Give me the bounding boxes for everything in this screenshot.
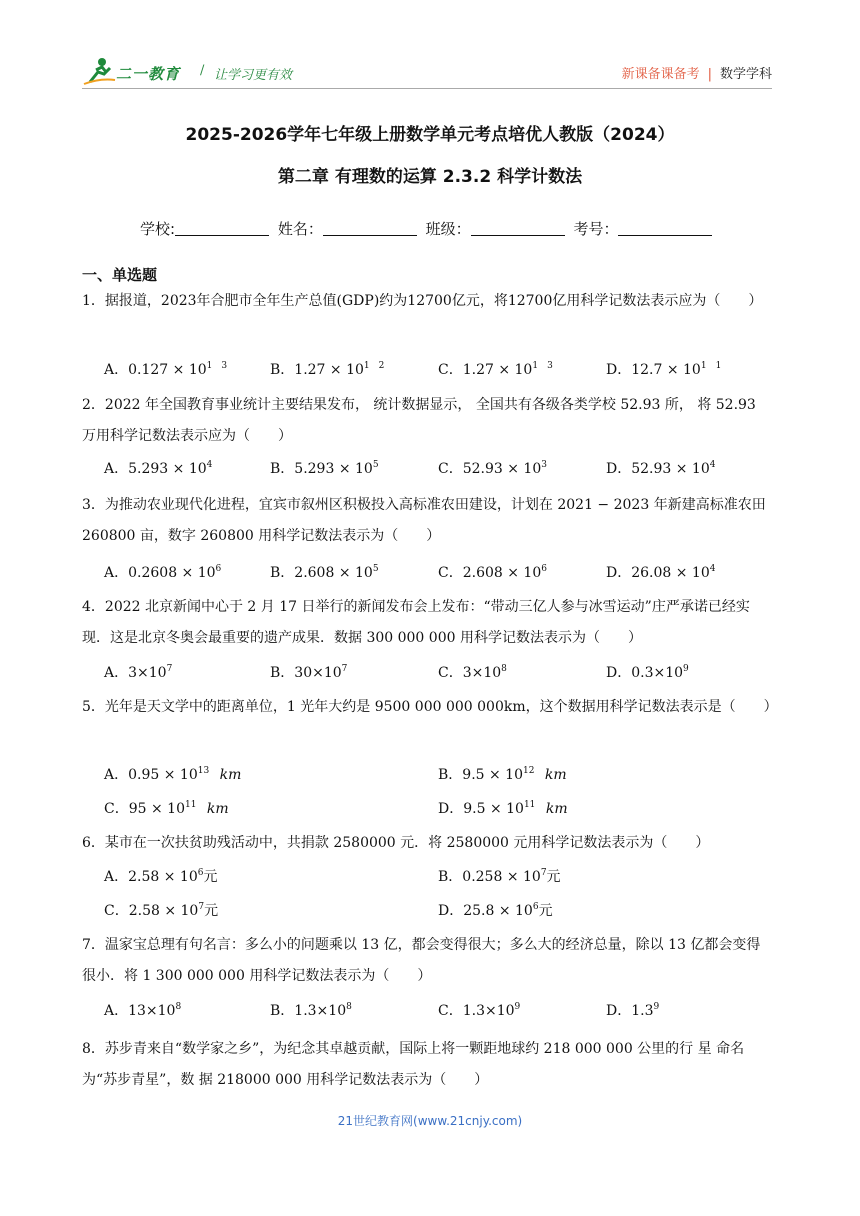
options-row — [104, 866, 772, 890]
question-text: 1．据报道，2023年合肥市全年生产总值(GDP)约为12700亿元，将12700亿用科学记数法表示应为（ ） — [82, 293, 763, 309]
option-d[interactable] — [606, 458, 715, 478]
option-c[interactable] — [438, 1000, 520, 1020]
option-base: A．5.293 × 10 — [104, 461, 207, 477]
option-exponent: 3 — [541, 460, 547, 470]
option-unit: km — [540, 767, 567, 783]
options-row — [104, 1000, 772, 1024]
option-base: D．1.3 — [606, 1003, 654, 1019]
option-base: D．9.5 × 10 — [438, 801, 524, 817]
option-b[interactable] — [270, 458, 379, 478]
slogan-separator: / — [200, 63, 205, 78]
option-exponent: 5 — [372, 460, 379, 470]
option-exponent: 4 — [709, 460, 716, 470]
option-base: A．2.58 × 10 — [104, 869, 198, 885]
option-unit: 元 — [546, 869, 561, 885]
option-base: C．1.3×10 — [438, 1003, 515, 1019]
option-b[interactable] — [438, 764, 567, 784]
option-base: B．9.5 × 10 — [438, 767, 523, 783]
option-exponent: 6 — [532, 902, 539, 912]
option-base: D．26.08 × 10 — [606, 565, 710, 581]
option-base: B．0.258 × 10 — [438, 869, 541, 885]
field-exam-no-blank[interactable] — [618, 221, 712, 236]
option-base: D．25.8 × 10 — [438, 903, 533, 919]
field-name-label: 姓名： — [277, 220, 323, 238]
option-b[interactable] — [270, 662, 347, 682]
doc-subtitle: 第二章 有理数的运算 2.3.2 科学计数法 — [277, 167, 583, 187]
option-base: A．0.95 × 10 — [104, 767, 198, 783]
option-b[interactable] — [270, 1000, 352, 1020]
option-base: A．3×10 — [104, 665, 167, 681]
option-d[interactable] — [606, 358, 721, 379]
options-row — [104, 798, 772, 822]
header-tags — [622, 63, 772, 82]
option-a[interactable] — [104, 458, 212, 478]
option-d[interactable] — [438, 798, 568, 818]
field-class-blank[interactable] — [471, 221, 565, 236]
option-exponent: 11 — [184, 800, 197, 810]
options-row — [104, 358, 772, 382]
option-c[interactable] — [438, 458, 547, 478]
doc-title: 2025-2026学年七年级上册数学单元考点培优人教版（2024） — [185, 125, 675, 145]
option-unit: km — [215, 767, 242, 783]
option-exponent: 8 — [346, 1002, 352, 1012]
option-base: D．52.93 × 10 — [606, 461, 710, 477]
option-b[interactable] — [438, 866, 561, 886]
option-base: C．1.27 × 10 — [438, 362, 533, 378]
option-exponent: 7 — [166, 664, 173, 674]
option-a[interactable] — [104, 764, 241, 784]
option-d[interactable] — [606, 562, 715, 582]
option-base: C．2.58 × 10 — [104, 903, 199, 919]
header-tag-separator: | — [707, 67, 712, 82]
runner-icon — [82, 56, 116, 86]
option-exponent: 6 — [541, 564, 547, 574]
option-exponent: 7 — [198, 902, 205, 912]
option-exponent: 1 1 — [700, 361, 722, 371]
option-unit: 元 — [538, 903, 553, 919]
option-unit: km — [541, 801, 568, 817]
question-text: 4．2022 北京新闻中心于 2 月 17 日举行的新闻发布会上发布：“带动三亿人参与冰雪运动”庄严承诺已经实现．这是北京冬奥会最重要的遗产成果．数据 300 000 000 用科学记数法表示为（ ） — [82, 599, 750, 646]
option-base: C．2.608 × 10 — [438, 565, 542, 581]
options-row — [104, 764, 772, 788]
options-row — [104, 900, 772, 924]
option-d[interactable] — [606, 1000, 659, 1020]
option-exponent: 1 3 — [206, 361, 228, 371]
option-base: B．2.608 × 10 — [270, 565, 373, 581]
question-text: 7．温家宝总理有句名言：多么小的问题乘以 13 亿，都会变得很大；多么大的经济总量，除以 13 亿都会变得很小．将 1 300 000 000 用科学记数法表示为（ ） — [82, 937, 761, 984]
field-school-label: 学校: — [140, 220, 176, 238]
option-a[interactable] — [104, 562, 221, 582]
option-exponent: 11 — [523, 800, 536, 810]
header-tag-subject: 数学学科 — [719, 67, 772, 82]
option-c[interactable] — [438, 662, 507, 682]
options-row — [104, 458, 772, 482]
option-unit: 元 — [204, 903, 219, 919]
option-c[interactable] — [104, 798, 229, 818]
option-a[interactable] — [104, 1000, 181, 1020]
option-exponent: 7 — [540, 868, 547, 878]
option-base: B．30×10 — [270, 665, 342, 681]
option-exponent: 12 — [523, 766, 535, 776]
option-base: A．0.127 × 10 — [104, 362, 207, 378]
option-exponent: 7 — [341, 664, 348, 674]
option-d[interactable] — [438, 900, 553, 920]
option-b[interactable] — [270, 562, 379, 582]
header-tag-course: 新课备课备考 — [621, 67, 700, 82]
option-c[interactable] — [438, 358, 553, 379]
page-footer: 21世纪教育网(www.21cnjy.com) — [337, 1114, 523, 1128]
question-text: 2．2022 年全国教育事业统计主要结果发布， 统计数据显示， 全国共有各级各类学校 52.93 所， 将 52.93 万用科学记数法表示应为（ ） — [82, 397, 756, 444]
option-exponent: 6 — [215, 564, 222, 574]
option-base: C．95 × 10 — [104, 801, 185, 817]
question-text: 8．苏步青来自“数学家之乡”，为纪念其卓越贡献，国际上将一颗距地球约 218 000 000 公里的行 星 命名为“苏步青星”，数 据 218000 000 用科学记数法表示为（ ） — [82, 1041, 745, 1088]
option-unit: 元 — [203, 869, 218, 885]
option-exponent: 4 — [206, 460, 213, 470]
option-base: C．3×10 — [438, 665, 502, 681]
field-exam-no-label: 考号： — [573, 220, 619, 238]
section-heading: 一、单选题 — [82, 266, 158, 284]
option-base: B．5.293 × 10 — [270, 461, 373, 477]
option-c[interactable] — [438, 562, 547, 582]
option-exponent: 9 — [514, 1002, 521, 1012]
options-row — [104, 662, 772, 686]
question-text: 6．某市在一次扶贫助残活动中，共捐款 2580000 元．将 2580000 元用科学记数法表示为（ ） — [82, 835, 710, 851]
option-b[interactable] — [270, 358, 384, 379]
logo — [82, 56, 192, 86]
option-base: B．1.27 × 10 — [270, 362, 364, 378]
question-text: 3．为推动农业现代化进程，宜宾市叙州区积极投入高标准农田建设，计划在 2021 − 2023 年新建高标准农田 260800 亩，数字 260800 用科学记数法表示为（ ） — [82, 497, 766, 544]
header-divider — [82, 88, 772, 89]
option-exponent: 6 — [197, 868, 204, 878]
option-exponent: 8 — [501, 664, 507, 674]
option-exponent: 9 — [653, 1002, 660, 1012]
option-base: D．0.3×10 — [606, 665, 684, 681]
option-exponent: 1 3 — [532, 361, 553, 371]
slogan: 让学习更有效 — [214, 68, 293, 83]
option-d[interactable] — [606, 662, 689, 682]
option-c[interactable] — [104, 900, 218, 920]
option-base: D．12.7 × 10 — [606, 362, 701, 378]
option-base: B．1.3×10 — [270, 1003, 347, 1019]
option-exponent: 8 — [175, 1002, 182, 1012]
student-info-fields — [140, 218, 716, 239]
field-class-label: 班级： — [425, 220, 471, 238]
option-unit: km — [202, 801, 229, 817]
option-exponent: 5 — [372, 564, 379, 574]
option-a[interactable] — [104, 358, 227, 379]
page-header — [82, 56, 772, 88]
option-exponent: 4 — [709, 564, 716, 574]
question-text: 5．光年是天文学中的距离单位，1 光年大约是 9500 000 000 000km，这个数据用科学记数法表示是（ ） — [82, 699, 778, 715]
option-a[interactable] — [104, 662, 172, 682]
option-base: A．0.2608 × 10 — [104, 565, 216, 581]
option-exponent: 1 2 — [363, 361, 385, 371]
option-exponent: 13 — [197, 766, 210, 776]
logo-text: 二一教育 — [116, 65, 181, 83]
options-row — [104, 562, 772, 586]
field-school-blank[interactable] — [175, 221, 269, 236]
option-base: A．13×10 — [104, 1003, 176, 1019]
option-exponent: 9 — [683, 664, 689, 674]
option-a[interactable] — [104, 866, 217, 886]
option-base: C．52.93 × 10 — [438, 461, 542, 477]
field-name-blank[interactable] — [323, 221, 417, 236]
